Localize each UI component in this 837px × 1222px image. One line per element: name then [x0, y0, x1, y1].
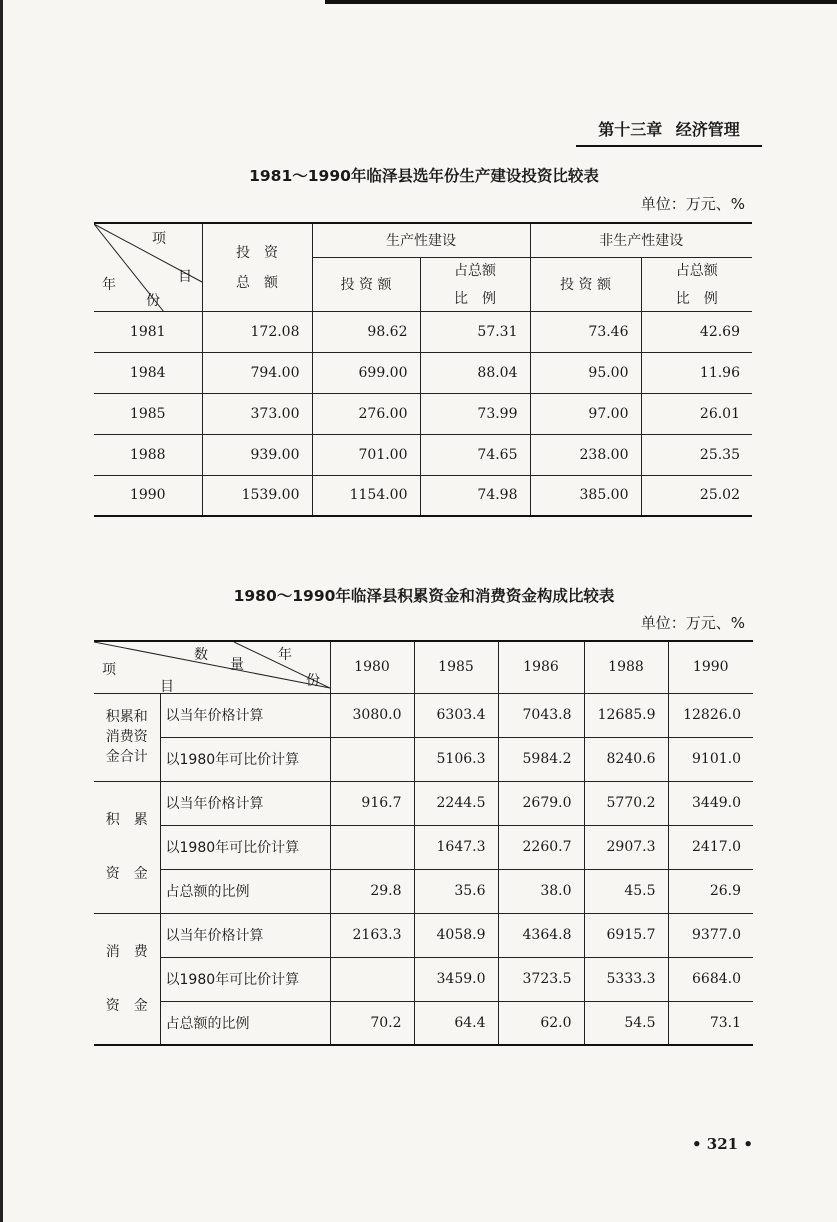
- table2-cell-value: 2260.7: [498, 825, 584, 869]
- table2-cell-value: 6684.0: [668, 957, 753, 1001]
- table2-cell-value: 3449.0: [668, 781, 753, 825]
- table1-corner-year: 年: [102, 277, 116, 293]
- table2-group-label: [94, 693, 160, 781]
- left-page-edge: [0, 0, 3, 1222]
- table1-cell-nonprod-share: 26.01: [641, 393, 752, 434]
- table2-cell-value: 6915.7: [584, 913, 668, 957]
- table1-cell-year: 1981: [94, 311, 202, 352]
- table2-year-header: 1986: [498, 641, 584, 693]
- table1-cell-prod-share: 57.31: [420, 311, 530, 352]
- table1-header-nonprod-share-line1: 占总额: [675, 263, 718, 279]
- table1-row: [94, 434, 752, 475]
- table2-corner-year: 年: [278, 647, 292, 663]
- table2-group-label-line: 积 累: [105, 812, 148, 828]
- table2-group-label-line: 消费资: [105, 729, 148, 745]
- table2-row: [94, 957, 753, 1001]
- table2-corner-qty2: 量: [230, 657, 244, 673]
- table2-group-label-line: 金合计: [105, 749, 148, 765]
- table1-header-total-line2: 总 额: [236, 275, 278, 292]
- table1-header-prod-invest: 投 资 额: [312, 257, 420, 311]
- table1-cell-year: 1985: [94, 393, 202, 434]
- table2-row-label: 占总额的比例: [160, 1001, 330, 1045]
- table2-row: [94, 781, 753, 825]
- table2-row: [94, 693, 753, 737]
- table2-cell-value: 916.7: [330, 781, 414, 825]
- table1-cell-total: 794.00: [202, 352, 312, 393]
- table1-cell-year: 1988: [94, 434, 202, 475]
- table1-corner-item: 项: [152, 231, 166, 247]
- table2-cell-value: 2417.0: [668, 825, 753, 869]
- table1-cell-prod-amount: 276.00: [312, 393, 420, 434]
- table2-cell-value: 26.9: [668, 869, 753, 913]
- table1-cell-prod-share: 88.04: [420, 352, 530, 393]
- table2-cell-value: [330, 957, 414, 1001]
- table2-group-label: [94, 913, 160, 1045]
- table1-body: [94, 311, 752, 516]
- table1-header-prod-share: [420, 257, 530, 311]
- table1-cell-prod-share: 74.65: [420, 434, 530, 475]
- table1-header-prod-share-line1: 占总额: [454, 263, 496, 279]
- table1-header-total-line1: 投 资: [236, 245, 278, 262]
- table1-row: [94, 393, 752, 434]
- table1-header-nonprod-share: [641, 257, 752, 311]
- table2-year-header: 1988: [584, 641, 668, 693]
- table2-group-label-line: 资 金: [105, 997, 148, 1014]
- table1-cell-total: 1539.00: [202, 475, 312, 516]
- table2-cell-value: 4364.8: [498, 913, 584, 957]
- table2-cell-value: 2244.5: [414, 781, 498, 825]
- table2-group-label-line: 资 金: [105, 866, 148, 882]
- table2-row-label: 以当年价格计算: [160, 913, 330, 957]
- table2-cell-value: 2679.0: [498, 781, 584, 825]
- table2-cell-value: 5333.3: [584, 957, 668, 1001]
- table1-cell-nonprod-share: 25.35: [641, 434, 752, 475]
- table1-header-nonprod-share-line2: 比 例: [675, 291, 718, 307]
- table2-row-label: 以1980年可比价计算: [160, 825, 330, 869]
- table1-row: [94, 311, 752, 352]
- table2-row-label: 以1980年可比价计算: [160, 957, 330, 1001]
- table2-year-header: 1980: [330, 641, 414, 693]
- table2-cell-value: 2907.3: [584, 825, 668, 869]
- table2-cell-value: 12826.0: [668, 693, 753, 737]
- table2-cell-value: 6303.4: [414, 693, 498, 737]
- table1-cell-nonprod-share: 11.96: [641, 352, 752, 393]
- table1-cell-total: 939.00: [202, 434, 312, 475]
- table1-unit: 单位：万元、%: [640, 195, 745, 213]
- table1-row: [94, 475, 752, 516]
- table1-cell-prod-share: 74.98: [420, 475, 530, 516]
- table1-cell-year: 1984: [94, 352, 202, 393]
- table2-cell-value: 29.8: [330, 869, 414, 913]
- table2-cell-value: 12685.9: [584, 693, 668, 737]
- table2-row: [94, 825, 753, 869]
- chapter-header: [576, 117, 762, 147]
- table2-cell-value: [330, 737, 414, 781]
- table2-cell-value: 38.0: [498, 869, 584, 913]
- table2-group-label-line: 积累和: [105, 709, 148, 725]
- table2-corner-qty1: 数: [194, 647, 208, 663]
- table2-row-label: 以当年价格计算: [160, 781, 330, 825]
- table2-row-label: 以1980年可比价计算: [160, 737, 330, 781]
- table2-row: [94, 737, 753, 781]
- table2-year-header: 1990: [668, 641, 753, 693]
- table2-row-label: 以当年价格计算: [160, 693, 330, 737]
- table2-cell-value: 7043.8: [498, 693, 584, 737]
- table2-cell-value: 62.0: [498, 1001, 584, 1045]
- table2-cell-value: 70.2: [330, 1001, 414, 1045]
- table1-header-nonproductive: 非生产性建设: [530, 223, 752, 257]
- table2-corner-fen: 份: [306, 673, 320, 689]
- table1-header-nonprod-invest: 投 资 额: [530, 257, 641, 311]
- table1-cell-total: 373.00: [202, 393, 312, 434]
- table2-row-label: 占总额的比例: [160, 869, 330, 913]
- table2-cell-value: 5770.2: [584, 781, 668, 825]
- top-border-rule: [325, 0, 837, 4]
- table2-corner-cell: [94, 641, 330, 693]
- table2-group-label: [94, 781, 160, 913]
- table1-cell-prod-amount: 701.00: [312, 434, 420, 475]
- chapter-title: 经济管理: [675, 120, 740, 139]
- table2-group-label-line: [94, 962, 160, 982]
- table2-body: [94, 693, 753, 1045]
- table1-cell-nonprod-share: 42.69: [641, 311, 752, 352]
- table2-cell-value: 9377.0: [668, 913, 753, 957]
- chapter-number: 第十三章: [598, 120, 663, 139]
- table2-cell-value: 73.1: [668, 1001, 753, 1045]
- table1-corner-cell: [94, 223, 202, 311]
- table2-title: 1980～1990年临泽县积累资金和消费资金构成比较表: [233, 587, 615, 605]
- table2-cell-value: 5984.2: [498, 737, 584, 781]
- table1-investment: [94, 222, 752, 517]
- table2-cell-value: 3723.5: [498, 957, 584, 1001]
- table2-cell-value: 1647.3: [414, 825, 498, 869]
- table1-title: 1981～1990年临泽县选年份生产建设投资比较表: [249, 167, 599, 185]
- table1-cell-prod-amount: 1154.00: [312, 475, 420, 516]
- table2-cell-value: 3459.0: [414, 957, 498, 1001]
- table2-group-label-line: 消 费: [105, 943, 148, 960]
- table1-cell-nonprod-amount: 238.00: [530, 434, 641, 475]
- table2-funds: [94, 640, 753, 1046]
- table2-row: [94, 869, 753, 913]
- table2-corner-item: 项: [102, 662, 116, 678]
- table1-cell-nonprod-amount: 385.00: [530, 475, 641, 516]
- table2-cell-value: 5106.3: [414, 737, 498, 781]
- table1-cell-nonprod-amount: 97.00: [530, 393, 641, 434]
- table2-row: [94, 1001, 753, 1045]
- table2-cell-value: 3080.0: [330, 693, 414, 737]
- page-number: • 321 •: [692, 1135, 753, 1153]
- table2-unit: 单位：万元、%: [640, 614, 745, 632]
- table2-cell-value: 4058.9: [414, 913, 498, 957]
- table2-cell-value: 45.5: [584, 869, 668, 913]
- table1-cell-year: 1990: [94, 475, 202, 516]
- table1-cell-prod-amount: 98.62: [312, 311, 420, 352]
- table1-cell-nonprod-amount: 73.46: [530, 311, 641, 352]
- table2-corner-diagonals: [94, 642, 330, 694]
- table1-header-total: [202, 223, 312, 311]
- table2-cell-value: 35.6: [414, 869, 498, 913]
- table2-row: [94, 913, 753, 957]
- table1-corner-mu: 目: [178, 269, 192, 285]
- table2-cell-value: 9101.0: [668, 737, 753, 781]
- table2-cell-value: [330, 825, 414, 869]
- table1-cell-total: 172.08: [202, 311, 312, 352]
- table1-header-productive: 生产性建设: [312, 223, 530, 257]
- table2-cell-value: 54.5: [584, 1001, 668, 1045]
- table1-row: [94, 352, 752, 393]
- table2-year-header: 1985: [414, 641, 498, 693]
- table1-cell-prod-share: 73.99: [420, 393, 530, 434]
- table1-cell-prod-amount: 699.00: [312, 352, 420, 393]
- table2-cell-value: 2163.3: [330, 913, 414, 957]
- table1-cell-nonprod-share: 25.02: [641, 475, 752, 516]
- table1-cell-nonprod-amount: 95.00: [530, 352, 641, 393]
- table1-corner-fen: 份: [146, 293, 160, 309]
- table2-corner-mu: 目: [160, 679, 174, 695]
- table1-header-prod-share-line2: 比 例: [454, 291, 496, 307]
- table2-group-label-line: [94, 830, 160, 850]
- table2-cell-value: 64.4: [414, 1001, 498, 1045]
- table2-cell-value: 8240.6: [584, 737, 668, 781]
